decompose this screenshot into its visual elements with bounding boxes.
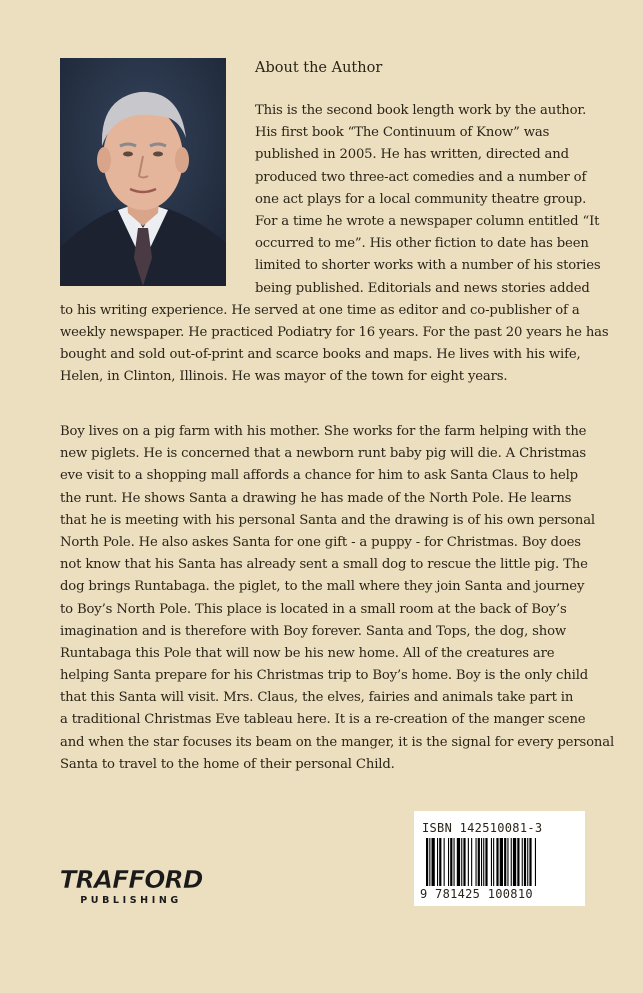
blurb-line: helping Santa prepare for his Christmas trip to Boy’s home. Boy is the only child <box>60 668 589 684</box>
bio-line: Helen, in Clinton, Illinois. He was mayor of the town for eight years. <box>60 369 508 385</box>
publisher-logo <box>58 865 208 910</box>
bio-line: being published. Editorials and news stories added <box>255 280 590 296</box>
bio-line: one act plays for a local community theatre group. <box>255 191 587 207</box>
bio-line: produced two three-act comedies and a number of <box>255 169 587 185</box>
blurb-line: dog brings Runtabaga. the piglet, to the mall where they join Santa and journey <box>60 579 585 595</box>
blurb-line: not know that his Santa has already sent a small dog to rescue the little pig. The <box>60 557 588 573</box>
blurb-line: a traditional Christmas Eve tableau here. It is a re-creation of the manger scene <box>60 712 586 728</box>
blurb-line: new piglets. He is concerned that a newborn runt baby pig will die. A Christmas <box>60 446 587 462</box>
blurb-line: Runtabaga this Pole that will now be his new home. All of the creatures are <box>60 645 555 661</box>
about-author-heading: About the Author <box>255 60 383 76</box>
blurb-line: that he is meeting with his personal Santa and the drawing is of his own personal <box>60 512 595 528</box>
bio-line: weekly newspaper. He practiced Podiatry for 16 years. For the past 20 years he has <box>60 324 609 340</box>
bio-line: His first book “The Continuum of Know” was <box>255 125 550 141</box>
bio-line: limited to shorter works with a number of his stories <box>255 258 601 274</box>
publisher-subtitle: PUBLISHING <box>80 895 182 906</box>
book-blurb <box>60 421 614 776</box>
blurb-line: the runt. He shows Santa a drawing he has made of the North Pole. He learns <box>60 490 572 506</box>
bio-line: published in 2005. He has written, directed and <box>255 147 569 163</box>
isbn-digits: 9 781425 100810 <box>420 887 533 901</box>
barcode-bars <box>426 838 574 888</box>
publisher-name: TRAFFORD <box>59 865 203 894</box>
blurb-line: Boy lives on a pig farm with his mother. She works for the farm helping with the <box>60 424 587 439</box>
bio-line: For a time he wrote a newspaper column entitled “It <box>255 213 600 229</box>
blurb-line: eve visit to a shopping mall affords a chance for him to ask Santa Claus to help <box>60 468 578 484</box>
blurb-line: to Boy’s North Pole. This place is located in a small room at the back of Boy’s <box>60 601 567 617</box>
blurb-line: that this Santa will visit. Mrs. Claus, the elves, fairies and animals take part in <box>60 690 574 706</box>
isbn-barcode <box>414 811 585 906</box>
blurb-line: imagination and is therefore with Boy forever. Santa and Tops, the dog, show <box>60 623 567 639</box>
author-bio <box>60 100 609 388</box>
bio-line: to his writing experience. He served at one time as editor and co-publisher of a <box>60 302 580 318</box>
blurb-line: and when the star focuses its beam on the manger, it is the signal for every personal <box>60 734 615 750</box>
isbn-label: ISBN 142510081-3 <box>422 821 543 835</box>
bio-line: occurred to me”. His other fiction to date has been <box>255 236 589 252</box>
blurb-line: North Pole. He also askes Santa for one gift - a puppy - for Christmas. Boy does <box>60 534 581 550</box>
blurb-line: Santa to travel to the home of their personal Child. <box>60 756 395 772</box>
bio-line: This is the second book length work by the author. <box>255 103 587 118</box>
bio-line: bought and sold out-of-print and scarce books and maps. He lives with his wife, <box>60 347 581 363</box>
